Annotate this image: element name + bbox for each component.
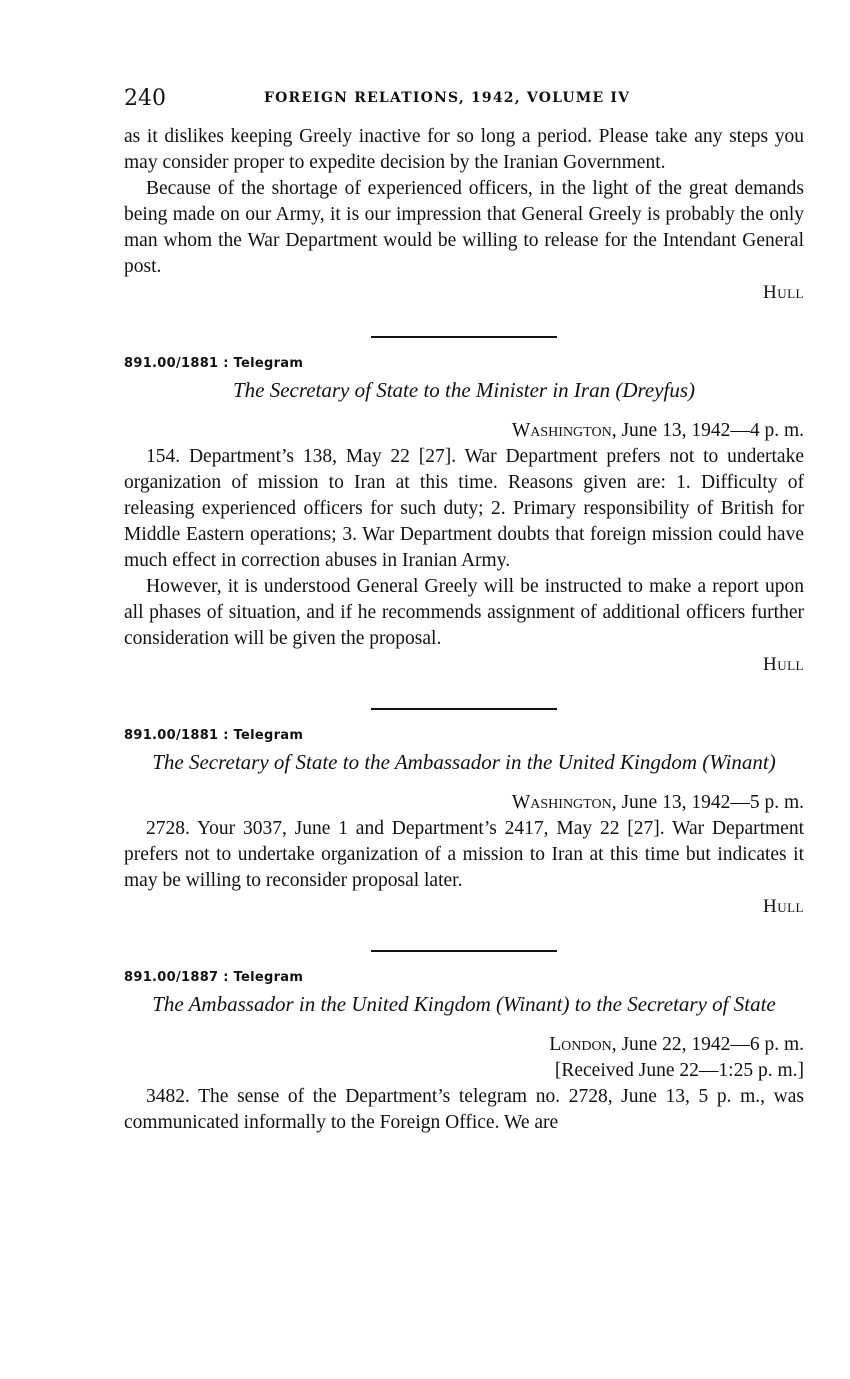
- dateline-date: , June 22, 1942—6 p. m.: [611, 1034, 804, 1055]
- dateline-place: Washington: [511, 792, 612, 813]
- dateline-place: Washington: [511, 420, 612, 441]
- dateline: [124, 418, 804, 444]
- page-header: [124, 86, 804, 116]
- signature: Hull: [763, 282, 804, 303]
- document-title: The Secretary of State to the Minister in Iran (Dreyfus): [232, 378, 696, 402]
- continuation-paragraph-2: Because of the shortage of experienced officers, in the light of the great demands being made on our Army, it is our impression that General Greely is probably the only man whom the War Department would be willing to release for the Intendant General post.: [124, 178, 804, 277]
- document-title: The Secretary of State to the Ambassador in the United Kingdom (Winant): [152, 750, 776, 774]
- dateline-place: London: [549, 1034, 612, 1055]
- signature: Hull: [763, 654, 804, 675]
- telegram-paragraph: 2728. Your 3037, June 1 and Department’s 2417, May 22 [27]. War Department prefers not to undertake organization of a mission to Iran at this time but indicates it may be willing to reconsider proposal later.: [124, 818, 804, 891]
- telegram-paragraph: 154. Department’s 138, May 22 [27]. War Department prefers not to undertake organization of mission to Iran at this time. Reasons given are: 1. Difficulty of releasing experienced officers for such duty; 2. Primary responsibility of British for Middle Eastern operations; 3. War Department doubts that foreign mission could have much effect in correction abuses in Iranian Army.: [124, 446, 804, 571]
- telegram-paragraph: 3482. The sense of the Department’s telegram no. 2728, June 13, 5 p. m., was communicated informally to the Foreign Office. We are: [124, 1086, 804, 1133]
- file-reference: 891.00/1887 : Telegram: [124, 970, 304, 985]
- file-reference: 891.00/1881 : Telegram: [124, 356, 304, 371]
- section-divider: [371, 708, 557, 710]
- continuation-paragraph-1: as it dislikes keeping Greely inactive for so long a period. Please take any steps you may consider proper to expedite decision by the Iranian Government.: [124, 126, 804, 173]
- dateline: [124, 1032, 804, 1058]
- section-divider: [371, 950, 557, 952]
- dateline-date: , June 13, 1942—4 p. m.: [611, 420, 804, 441]
- document-title: The Ambassador in the United Kingdom (Winant) to the Secretary of State: [152, 992, 776, 1016]
- dateline-date: , June 13, 1942—5 p. m.: [611, 792, 804, 813]
- file-reference: 891.00/1881 : Telegram: [124, 728, 304, 743]
- running-head: FOREIGN RELATIONS, 1942, VOLUME IV: [264, 90, 631, 106]
- dateline: [124, 790, 804, 816]
- page-body: [124, 124, 804, 1136]
- signature: Hull: [763, 896, 804, 917]
- received-line: [Received June 22—1:25 p. m.]: [554, 1060, 804, 1081]
- section-divider: [371, 336, 557, 338]
- telegram-paragraph: However, it is understood General Greely will be instructed to make a report upon all phases of situation, and if he recommends assignment of additional officers further consideration will be given the proposal.: [124, 576, 804, 649]
- page-number: 240: [124, 86, 166, 111]
